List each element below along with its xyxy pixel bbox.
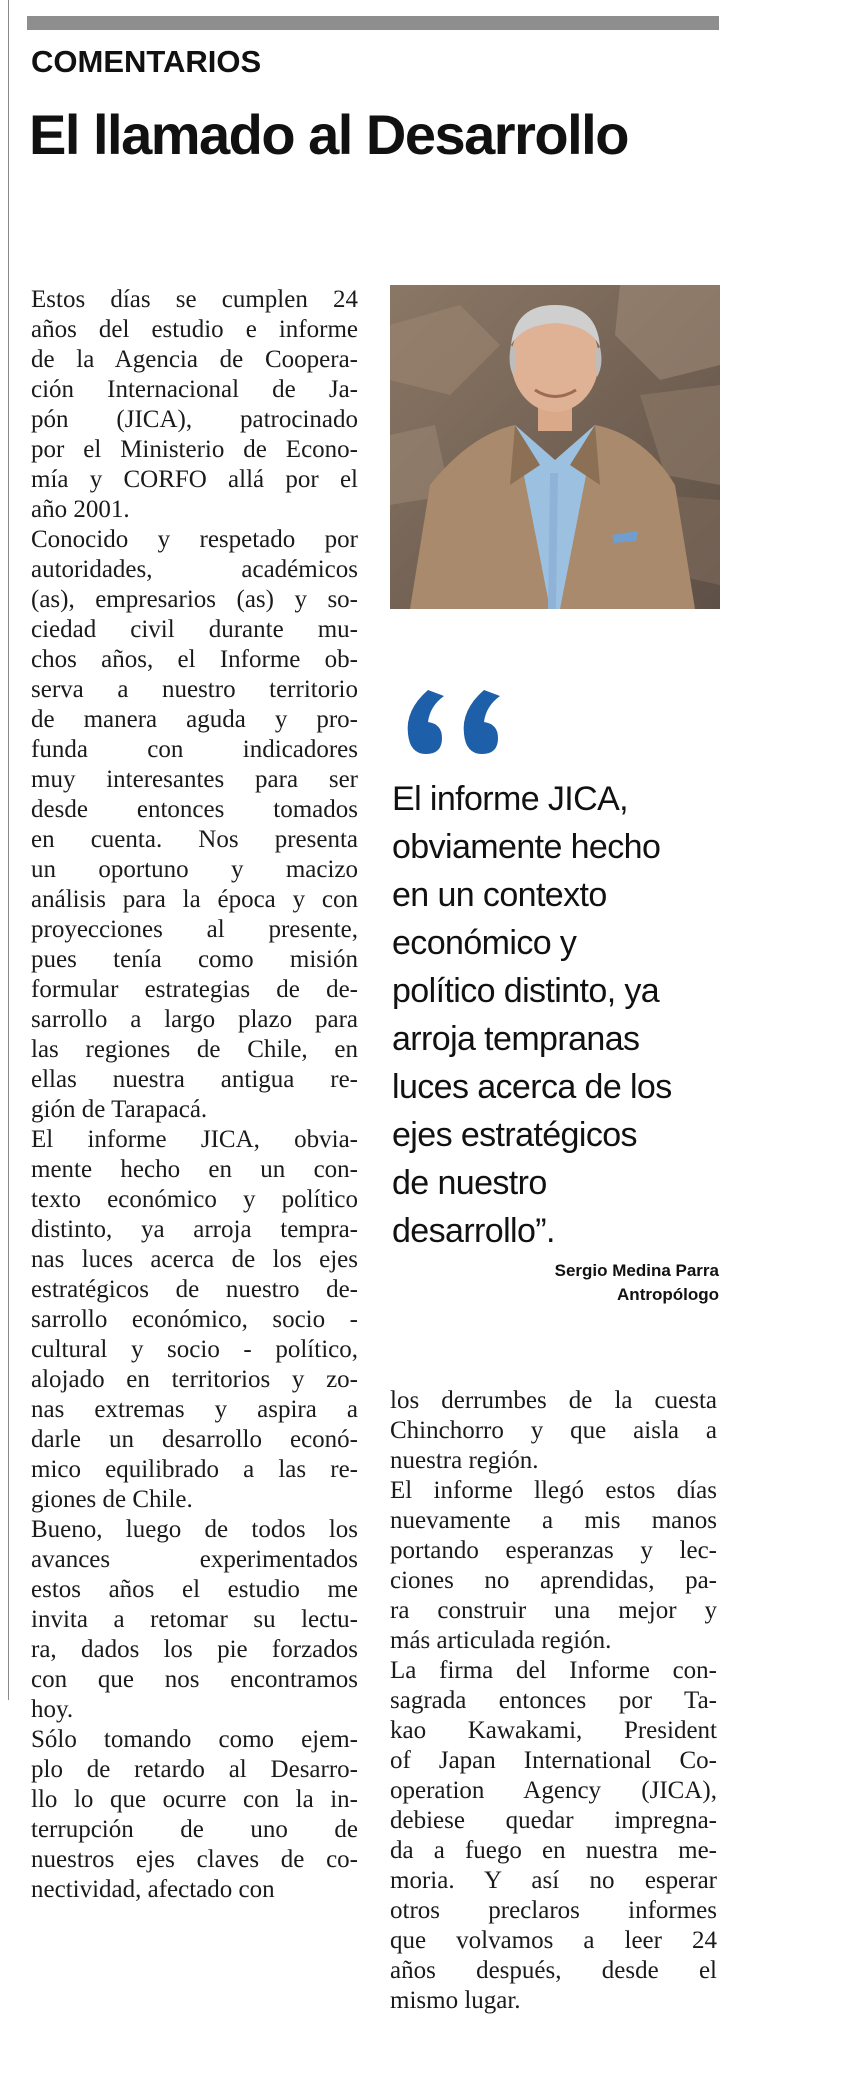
article-line: años después, desde el	[390, 1957, 717, 1984]
article-line: los derrumbes de la cuesta	[390, 1387, 717, 1414]
article-line: un oportuno y macizo	[31, 856, 358, 883]
article-line: sarrollo a largo plazo para	[31, 1006, 358, 1033]
article-line: El informe llegó estos días	[390, 1477, 717, 1504]
article-line: ciedad civil durante mu-	[31, 616, 358, 643]
article-line: formular estrategias de de-	[31, 976, 358, 1003]
article-column-2	[390, 1386, 717, 2016]
author-photo	[390, 285, 720, 609]
article-line: ellas nuestra antigua re-	[31, 1066, 358, 1093]
article-line: Chinchorro y que aisla a	[390, 1417, 717, 1444]
author-portrait-image	[390, 285, 720, 609]
article-paragraph	[390, 1386, 717, 1476]
article-line: serva a nuestro territorio	[31, 676, 358, 703]
article-line: nas luces acerca de los ejes	[31, 1246, 358, 1273]
article-line: (as), empresarios (as) y so-	[31, 586, 358, 613]
article-paragraph	[31, 1125, 358, 1515]
article-line: en cuenta. Nos presenta	[31, 826, 358, 853]
article-column-1	[31, 285, 358, 1905]
article-line: funda con indicadores	[31, 736, 358, 763]
article-line: Conocido y respetado por	[31, 526, 358, 553]
article-line: da a fuego en nuestra me-	[390, 1837, 717, 1864]
article-line: las regiones de Chile, en	[31, 1036, 358, 1063]
article-line: portando esperanzas y lec-	[390, 1537, 717, 1564]
article-line: of Japan International Co-	[390, 1747, 717, 1774]
article-line: Estos días se cumplen 24	[31, 286, 358, 313]
article-line: pón (JICA), patrocinado	[31, 406, 358, 433]
article-line: alojado en territorios y zo-	[31, 1366, 358, 1393]
article-line: El informe JICA, obvia-	[31, 1126, 358, 1153]
article-line: mía y CORFO allá por el	[31, 466, 358, 493]
pull-quote-line: arroja tempranas	[392, 1020, 640, 1058]
article-line: avances experimentados	[31, 1546, 358, 1573]
article-line: mico equilibrado a las re-	[31, 1456, 358, 1483]
article-line: ra, dados los pie forzados	[31, 1636, 358, 1663]
article-line: que volvamos a leer 24	[390, 1927, 717, 1954]
pull-quote-line: desarrollo”.	[392, 1212, 555, 1250]
pull-quote-line: luces acerca de los	[392, 1068, 672, 1106]
article-line: nuevamente a mis manos	[390, 1507, 717, 1534]
article-line: Sólo tomando como ejem-	[31, 1726, 358, 1753]
article-line: sagrada entonces por Ta-	[390, 1687, 717, 1714]
article-line: giones de Chile.	[31, 1486, 193, 1513]
article-line: proyecciones al presente,	[31, 916, 358, 943]
article-line: nuestros ejes claves de co-	[31, 1846, 358, 1873]
article-line: texto económico y político	[31, 1186, 358, 1213]
section-label: COMENTARIOS	[31, 44, 262, 79]
article-line: pues tenía como misión	[31, 946, 358, 973]
article-line: nas extremas y aspira a	[31, 1396, 358, 1423]
article-line: autoridades, académicos	[31, 556, 358, 583]
article-line: más articulada región.	[390, 1627, 612, 1654]
quote-mark-icon	[400, 672, 510, 762]
article-line: mismo lugar.	[390, 1987, 521, 2014]
article-paragraph	[31, 1515, 358, 1725]
article-line: operation Agency (JICA),	[390, 1777, 717, 1804]
article-line: con que nos encontramos	[31, 1666, 358, 1693]
article-line: análisis para la época y con	[31, 886, 358, 913]
article-line: de la Agencia de Cooperа-	[31, 346, 358, 373]
article-line: otros preclaros informes	[390, 1897, 717, 1924]
article-line: chos años, el Informe ob-	[31, 646, 358, 673]
article-paragraph	[31, 1725, 358, 1905]
article-line: años del estudio e informe	[31, 316, 358, 343]
article-paragraph	[31, 285, 358, 525]
article-line: darle un desarrollo econó-	[31, 1426, 358, 1453]
article-line: por el Ministerio de Econo-	[31, 436, 358, 463]
article-paragraph	[390, 1476, 717, 1656]
article-line: de manera aguda y pro-	[31, 706, 358, 733]
author-name: Sergio Medina Parra	[554, 1261, 719, 1280]
article-line: debiese quedar impregna-	[390, 1807, 717, 1834]
section-top-bar	[27, 16, 719, 30]
pull-quote-line: obviamente hecho	[392, 828, 661, 866]
pull-quote-line: de nuestro	[392, 1164, 547, 1202]
article-line: mente hecho en un con-	[31, 1156, 358, 1183]
article-line: kao Kawakami, President	[390, 1717, 717, 1744]
article-line: ción Internacional de Ja-	[31, 376, 358, 403]
article-line: ciones no aprendidas, pa-	[390, 1567, 717, 1594]
article-line: desde entonces tomados	[31, 796, 358, 823]
article-line: estratégicos de nuestro de-	[31, 1276, 358, 1303]
pull-quote-line: El informe JICA,	[392, 780, 629, 818]
pull-quote-line: en un contexto	[392, 876, 607, 914]
headline: El llamado al Desarrollo	[29, 103, 628, 166]
pull-quote-line: político distinto, ya	[392, 972, 660, 1010]
article-line: nectividad, afectado con	[31, 1876, 275, 1903]
author-title: Antropólogo	[617, 1285, 719, 1304]
article-line: sarrollo económico, socio -	[31, 1306, 358, 1333]
author-credit	[555, 1259, 719, 1307]
article-paragraph	[390, 1656, 717, 2016]
article-line: muy interesantes para ser	[31, 766, 358, 793]
article-line: Bueno, luego de todos los	[31, 1516, 358, 1543]
article-line: llo lo que ocurre con la in-	[31, 1786, 358, 1813]
article-line: gión de Tarapacá.	[31, 1096, 208, 1123]
article-line: nuestra región.	[390, 1447, 539, 1474]
article-line: año 2001.	[31, 496, 130, 523]
article-line: distinto, ya arroja tempra-	[31, 1216, 358, 1243]
article-line: terrupción de uno de	[31, 1816, 358, 1843]
pull-quote	[392, 775, 732, 1255]
article-line: invita a retomar su lectu-	[31, 1606, 358, 1633]
article-line: moria. Y así no esperar	[390, 1867, 717, 1894]
article-paragraph	[31, 525, 358, 1125]
article-line: plo de retardo al Desarro-	[31, 1756, 358, 1783]
article-line: ra construir una mejor y	[390, 1597, 717, 1624]
article-line: La firma del Informe con-	[390, 1657, 717, 1684]
article-line: cultural y socio - político,	[31, 1336, 358, 1363]
article-line: estos años el estudio me	[31, 1576, 358, 1603]
left-margin-rule	[8, 0, 9, 1700]
pull-quote-line: económico y	[392, 924, 577, 962]
pull-quote-line: ejes estratégicos	[392, 1116, 637, 1154]
article-line: hoy.	[31, 1696, 74, 1723]
